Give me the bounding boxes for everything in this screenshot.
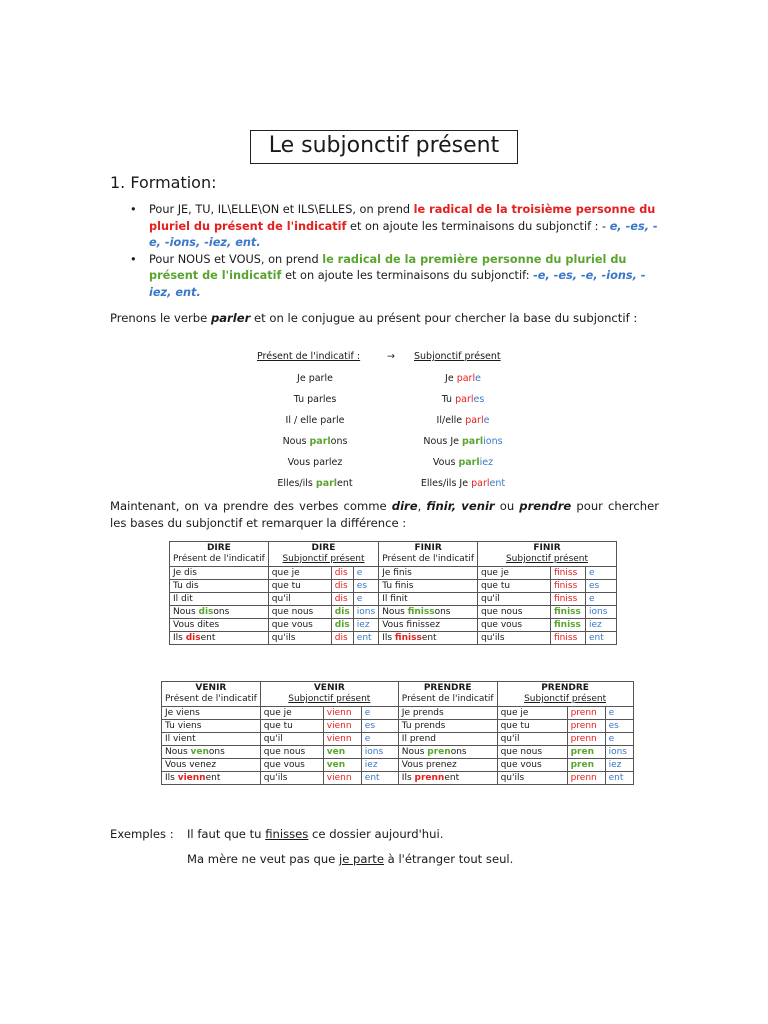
rule-je-tu-il-ils: [130, 202, 660, 252]
stem-cell: vienn: [323, 772, 361, 785]
indicatif-cell: [162, 733, 261, 746]
para-text: et on le conjugue au présent pour chercher la base du subjonctif :: [250, 311, 638, 325]
indicatif-cell: [398, 720, 497, 733]
form-text: Nous Je: [423, 436, 462, 447]
indicatif-cell: [398, 707, 497, 720]
stem-cell: finiss: [551, 606, 586, 619]
table-header-cell: [170, 542, 269, 567]
form-text: Nous: [165, 747, 191, 757]
stem-cell: vienn: [323, 707, 361, 720]
verb-parler: parler: [210, 311, 251, 325]
verb-heading: VENIR: [313, 683, 345, 693]
form-ending: ent: [421, 633, 437, 643]
verb-finir: finir,: [426, 499, 457, 513]
pronoun-cell: qu'ils: [260, 772, 323, 785]
stem-cell: prenn: [567, 733, 605, 746]
form-text: Vous: [432, 457, 459, 468]
form-ending: ent: [205, 773, 221, 783]
pronoun-cell: que je: [497, 707, 567, 720]
stem-cell: finiss: [551, 593, 586, 606]
indicatif-cell: [162, 720, 261, 733]
rule-text: Pour JE, TU, IL\ELLE\ON et ILS\ELLES, on prend: [149, 203, 414, 216]
form-ending: e: [475, 373, 481, 384]
pronoun-cell: qu'ils: [478, 632, 551, 645]
pronoun-cell: que nous: [497, 746, 567, 759]
form-ending: ions: [483, 436, 503, 447]
rule-nous-vous: [130, 252, 660, 302]
form-text: Il prend: [401, 734, 436, 744]
tense-heading: Subjonctif présent: [288, 694, 371, 704]
form-ending: es: [473, 394, 485, 405]
rule-text: et on ajoute les terminaisons du subjonctif:: [281, 269, 534, 282]
stem-cell: pren: [567, 759, 605, 772]
tense-heading: Présent de l'indicatif: [401, 694, 494, 704]
verb-heading: DIRE: [206, 543, 231, 553]
rule-text: Pour NOUS et VOUS, on prend: [149, 252, 323, 266]
example-text: Ma mère ne veut pas que: [187, 852, 340, 866]
tense-heading: Subjonctif présent: [524, 694, 607, 704]
stem-cell: dis: [331, 593, 353, 606]
ending-cell: e: [605, 707, 633, 720]
stem-cell: finiss: [551, 580, 586, 593]
form-text: Ils: [382, 633, 395, 643]
example-2: [110, 847, 513, 872]
formation-rules: [130, 202, 660, 301]
pronoun-cell: que vous: [497, 759, 567, 772]
form-text: Il/elle: [436, 415, 466, 426]
ending-cell: ent: [361, 772, 398, 785]
form-text: Nous: [382, 607, 408, 617]
table-row: [162, 733, 634, 746]
form-text: Je prends: [401, 708, 444, 718]
tense-heading: Subjonctif présent: [505, 554, 589, 564]
form-text: Vous prenez: [401, 760, 457, 770]
table-row: [162, 746, 634, 759]
para-text: ou: [494, 499, 520, 513]
ending-cell: ent: [605, 772, 633, 785]
indicatif-cell: [170, 580, 269, 593]
verb-heading: DIRE: [311, 543, 336, 553]
subjonctif-form: [398, 452, 528, 473]
indicatif-cell: [170, 606, 269, 619]
form-text: Tu: [441, 394, 456, 405]
subjonctif-form: [398, 431, 528, 452]
ending-cell: es: [605, 720, 633, 733]
form-stem: parl: [455, 394, 474, 405]
rule-endings: e, -es, -e, -ions, -iez, ent.: [149, 219, 658, 249]
ending-cell: ions: [361, 746, 398, 759]
form-ending: ons: [450, 747, 467, 757]
form-ending: iez: [479, 457, 494, 468]
comparison-paragraph: [110, 498, 659, 531]
form-text: Vous dites: [173, 620, 220, 630]
form-text: Il vient: [165, 734, 196, 744]
table-row: [170, 619, 617, 632]
ending-cell: e: [586, 593, 617, 606]
ending-cell: iez: [586, 619, 617, 632]
form-stem: pren: [427, 747, 451, 757]
verb-dire: dire: [391, 499, 418, 513]
arrow-icon: →: [387, 351, 395, 362]
verb-prendre: prendre: [519, 499, 572, 513]
ending-cell: ions: [353, 606, 378, 619]
form-stem: parl: [456, 373, 476, 384]
indicatif-cell: [162, 707, 261, 720]
ending-cell: e: [605, 733, 633, 746]
venir-prendre-table: [161, 681, 634, 785]
indicatif-list: [250, 368, 380, 494]
pronoun-cell: que je: [478, 567, 551, 580]
para-text: Maintenant, on va prendre des verbes comme: [110, 499, 392, 513]
stem-cell: dis: [331, 567, 353, 580]
stem-cell: prenn: [567, 772, 605, 785]
form-text: Je finis: [382, 568, 412, 578]
stem-cell: prenn: [567, 707, 605, 720]
indicatif-cell: [379, 593, 478, 606]
pronoun-cell: que tu: [497, 720, 567, 733]
form-text: Tu dis: [173, 581, 199, 591]
verb-heading: PRENDRE: [541, 683, 589, 693]
indicatif-cell: [379, 580, 478, 593]
stem-cell: vienn: [323, 720, 361, 733]
form-stem: parl: [461, 436, 484, 447]
pronoun-cell: que vous: [268, 619, 331, 632]
ending-cell: es: [586, 580, 617, 593]
stem-cell: finiss: [551, 632, 586, 645]
table-row: [170, 632, 617, 645]
indicatif-cell: [398, 772, 497, 785]
indicatif-cell: [170, 593, 269, 606]
ending-cell: iez: [353, 619, 378, 632]
examples: [110, 822, 513, 872]
indicatif-cell: [398, 759, 497, 772]
form-text: Je dis: [173, 568, 197, 578]
table-header-cell: [379, 542, 478, 567]
indicatif-cell: [379, 619, 478, 632]
ending-cell: ent: [353, 632, 378, 645]
table-row: [162, 772, 634, 785]
rule-highlight: le radical de la troisième personne du pluriel du présent de l'indicatif: [149, 203, 656, 233]
ending-cell: e: [361, 733, 398, 746]
form-ending: ent: [337, 478, 353, 489]
dire-finir-table: [169, 541, 617, 645]
indicatif-cell: [170, 567, 269, 580]
form-text: Il dit: [173, 594, 193, 604]
form-ending: ons: [434, 607, 451, 617]
pronoun-cell: que je: [260, 707, 323, 720]
stem-cell: ven: [323, 759, 361, 772]
example-text: Il faut que tu: [187, 827, 266, 841]
form-text: Je: [445, 373, 457, 384]
stem-cell: finiss: [551, 619, 586, 632]
ending-cell: iez: [605, 759, 633, 772]
tense-heading: Présent de l'indicatif: [173, 554, 265, 564]
rule-endings: -e, -es, -e, -ions, -iez, ent.: [149, 269, 646, 299]
subjonctif-form: [398, 389, 528, 410]
verb-heading: PRENDRE: [423, 683, 472, 693]
subjonctif-form: [398, 368, 528, 389]
form-stem: ven: [190, 747, 209, 757]
form-text: Vous finissez: [382, 620, 440, 630]
form-text: Elles/ils Je: [420, 478, 472, 489]
form-text: Nous: [173, 607, 199, 617]
stem-cell: vienn: [323, 733, 361, 746]
table-header-cell: [260, 682, 398, 707]
ending-cell: es: [361, 720, 398, 733]
subjonctif-header: Subjonctif présent: [414, 351, 501, 362]
indicatif-cell: [398, 746, 497, 759]
verb-heading: FINIR: [533, 543, 561, 553]
table-header-row: [170, 542, 617, 567]
ending-cell: e: [586, 567, 617, 580]
form-text: Tu parles: [293, 394, 337, 405]
para-text: Prenons le verbe: [110, 311, 211, 325]
table-row: [162, 759, 634, 772]
form-text: Ils: [165, 773, 178, 783]
table-header-cell: [398, 682, 497, 707]
para-text: pour chercher les bases du subjonctif et remarquer la différence :: [110, 499, 660, 530]
indicatif-form: [250, 410, 380, 431]
form-stem: finiss: [394, 633, 422, 643]
indicatif-form: [250, 431, 380, 452]
form-ending: ent: [200, 633, 216, 643]
ending-cell: e: [361, 707, 398, 720]
tense-heading: Présent de l'indicatif: [165, 694, 257, 704]
example-verb: je parte: [339, 852, 384, 866]
pronoun-cell: que tu: [260, 720, 323, 733]
example-1: [110, 822, 513, 847]
indicatif-cell: [379, 567, 478, 580]
table-row: [170, 593, 617, 606]
ending-cell: ions: [586, 606, 617, 619]
pronoun-cell: qu'ils: [497, 772, 567, 785]
pronoun-cell: qu'ils: [268, 632, 331, 645]
form-stem: dis: [185, 633, 201, 643]
table-row: [170, 567, 617, 580]
table-header-cell: [497, 682, 633, 707]
examples-label: Exemples :: [110, 827, 174, 841]
indicatif-cell: [379, 632, 478, 645]
intro-paragraph: [110, 310, 659, 327]
form-stem: parl: [465, 415, 484, 426]
pronoun-cell: que tu: [478, 580, 551, 593]
table-header-cell: [478, 542, 617, 567]
form-stem: prenn: [414, 773, 445, 783]
example-verb: finisses: [265, 827, 309, 841]
pronoun-cell: qu'il: [478, 593, 551, 606]
pronoun-cell: que nous: [268, 606, 331, 619]
form-text: Tu prends: [401, 721, 446, 731]
form-text: Je parle: [297, 373, 333, 384]
ending-cell: es: [353, 580, 378, 593]
page-title: Le subjonctif présent: [250, 130, 518, 164]
para-text: ,: [417, 499, 427, 513]
pronoun-cell: que je: [268, 567, 331, 580]
form-ending: e: [483, 415, 490, 426]
stem-cell: pren: [567, 746, 605, 759]
rule-text: et on ajoute les terminaisons du subjonctif : -: [346, 219, 610, 233]
form-text: Il / elle parle: [285, 415, 345, 426]
form-text: Vous parlez: [287, 457, 343, 468]
subjonctif-form: [398, 410, 528, 431]
form-text: Vous venez: [165, 760, 217, 770]
stem-cell: dis: [331, 606, 353, 619]
pronoun-cell: qu'il: [260, 733, 323, 746]
stem-cell: dis: [331, 580, 353, 593]
table-row: [162, 720, 634, 733]
subjonctif-list: [398, 368, 528, 494]
example-text: à l'étranger tout seul.: [383, 852, 514, 866]
form-text: Ils: [173, 633, 186, 643]
table-row: [170, 580, 617, 593]
table-row: [170, 606, 617, 619]
ending-cell: iez: [361, 759, 398, 772]
form-text: Tu viens: [165, 721, 202, 731]
form-ending: ent: [489, 478, 506, 489]
stem-cell: dis: [331, 619, 353, 632]
verb-heading: FINIR: [414, 543, 442, 553]
form-stem: finiss: [407, 607, 435, 617]
table-header-row: [162, 682, 634, 707]
form-stem: parl: [458, 457, 480, 468]
pronoun-cell: que nous: [260, 746, 323, 759]
form-text: Elles/ils: [277, 478, 316, 489]
stem-cell: finiss: [551, 567, 586, 580]
indicatif-header: Présent de l'indicatif :: [257, 351, 361, 362]
verb-heading: VENIR: [195, 683, 227, 693]
conjugation-right-header: [414, 346, 501, 367]
stem-cell: prenn: [567, 720, 605, 733]
indicatif-form: [250, 368, 380, 389]
form-ending: ons: [208, 747, 225, 757]
indicatif-cell: [170, 619, 269, 632]
pronoun-cell: que vous: [478, 619, 551, 632]
ending-cell: ions: [605, 746, 633, 759]
form-text: Il finit: [382, 594, 408, 604]
indicatif-cell: [379, 606, 478, 619]
indicatif-form: [250, 452, 380, 473]
pronoun-cell: qu'il: [268, 593, 331, 606]
form-stem: parl: [471, 478, 490, 489]
conjugation-left-header: [257, 346, 360, 367]
form-text: Tu finis: [382, 581, 414, 591]
ending-cell: e: [353, 593, 378, 606]
table-header-cell: [268, 542, 378, 567]
indicatif-cell: [162, 772, 261, 785]
section-heading: 1. Formation:: [110, 173, 217, 192]
indicatif-form: [250, 389, 380, 410]
pronoun-cell: que vous: [260, 759, 323, 772]
form-stem: parl: [315, 478, 338, 489]
stem-cell: dis: [331, 632, 353, 645]
indicatif-cell: [170, 632, 269, 645]
ending-cell: e: [353, 567, 378, 580]
subjonctif-form: [398, 473, 528, 494]
stem-cell: ven: [323, 746, 361, 759]
tense-heading: Présent de l'indicatif: [382, 554, 474, 564]
indicatif-cell: [162, 759, 261, 772]
form-ending: ons: [330, 436, 348, 447]
form-text: Je viens: [165, 708, 200, 718]
table-row: [162, 707, 634, 720]
table-header-cell: [162, 682, 261, 707]
form-text: Ils: [401, 773, 415, 783]
pronoun-cell: que tu: [268, 580, 331, 593]
form-stem: dis: [198, 607, 214, 617]
pronoun-cell: que nous: [478, 606, 551, 619]
example-text: ce dossier aujourd'hui.: [308, 827, 444, 841]
form-stem: parl: [309, 436, 331, 447]
pronoun-cell: qu'il: [497, 733, 567, 746]
tense-heading: Subjonctif présent: [282, 554, 365, 564]
form-text: Nous: [282, 436, 310, 447]
rule-highlight: le radical de la première personne du pluriel du présent de l'indicatif: [149, 252, 627, 282]
form-stem: vienn: [177, 773, 206, 783]
ending-cell: ent: [586, 632, 617, 645]
indicatif-form: [250, 473, 380, 494]
form-ending: ons: [213, 607, 230, 617]
indicatif-cell: [398, 733, 497, 746]
form-ending: ent: [444, 773, 460, 783]
form-text: Nous: [401, 747, 428, 757]
verb-venir: venir: [461, 499, 495, 513]
indicatif-cell: [162, 746, 261, 759]
